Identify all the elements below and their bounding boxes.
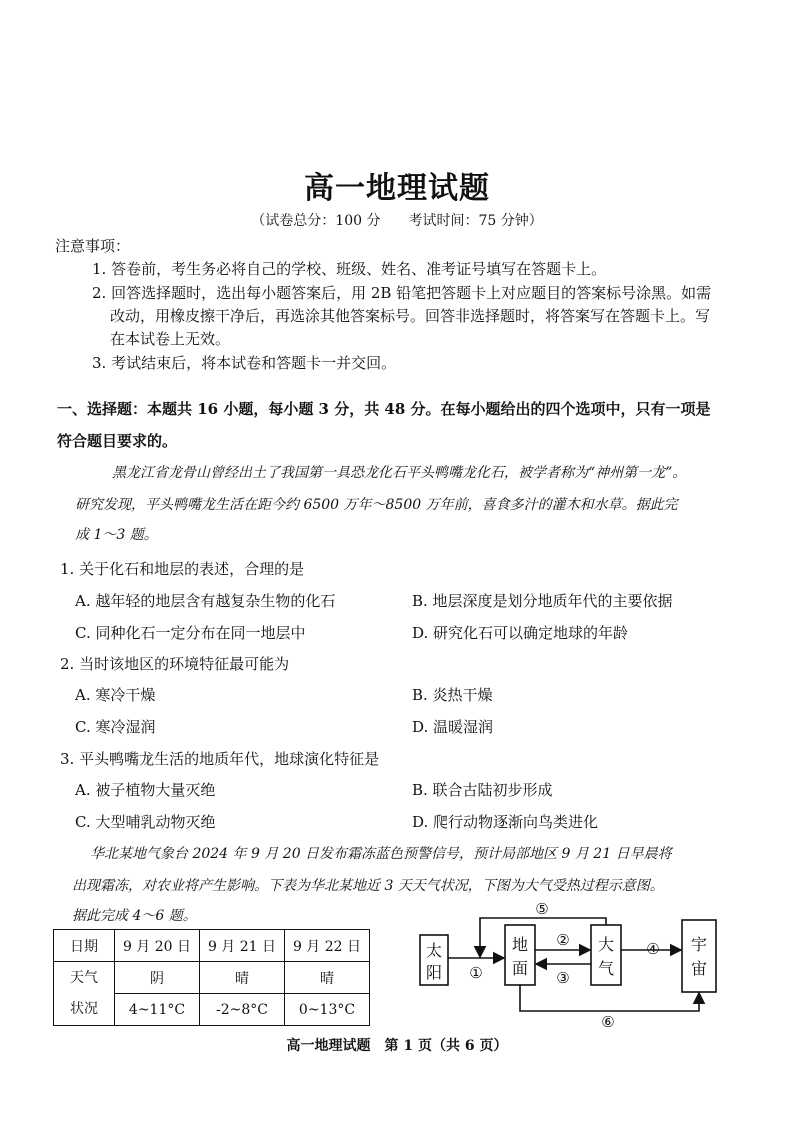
ground-label-1: 地 [511, 935, 529, 954]
sun-label-2: 阳 [425, 963, 443, 982]
table-header-weather-2: 状况 [70, 1000, 98, 1017]
passage1-line-2: 研究发现，平头鸭嘴龙生活在距今约 6500 万年～8500 万年前，喜食多汁的灌木和水草。据此完 [75, 497, 678, 513]
passage2-line-2: 出现霜冻，对农业将产生影响。下表为华北某地近 3 天天气状况，下图为大气受热过程示意图。 [72, 878, 664, 894]
question-1-option-d[interactable]: D. 研究化石可以确定地球的年龄 [412, 624, 629, 642]
section-heading: 一、选择题：本题共 16 小题，每小题 3 分，共 48 分。在每小题给出的四个选项中，只有一项是 [57, 400, 711, 418]
notes-heading: 注意事项： [55, 237, 131, 255]
notes-item-1: 1. 答卷前，考生务必将自己的学校、班级、姓名、准考证号填写在答题卡上。 [92, 260, 607, 278]
table-header-weather [54, 962, 115, 1026]
marker-2: ② [556, 931, 570, 949]
question-2-option-d[interactable]: D. 温暖湿润 [412, 718, 494, 736]
marker-3: ③ [556, 969, 570, 987]
passage1-line-3: 成 1～3 题。 [75, 527, 158, 543]
table-cell-temp: 0~13°C [285, 994, 370, 1026]
question-3-option-a[interactable]: A. 被子植物大量灭绝 [75, 781, 216, 799]
question-1-option-c[interactable]: C. 同种化石一定分布在同一地层中 [75, 624, 306, 642]
page-footer: 高一地理试题 第 1 页（共 6 页） [286, 1038, 508, 1054]
marker-5: ⑤ [535, 900, 549, 918]
question-2-option-a[interactable]: A. 寒冷干燥 [75, 686, 156, 704]
heating-process-diagram [410, 898, 730, 1028]
space-box [682, 920, 716, 992]
ground-label-2: 面 [511, 959, 529, 978]
exam-subtitle: （试卷总分：100 分 考试时间：75 分钟） [251, 213, 543, 229]
table-cell-date: 9 月 20 日 [115, 930, 200, 962]
notes-item-2-cont2: 在本试卷上无效。 [110, 330, 231, 348]
notes-item-2: 2. 回答选择题时，选出每小题答案后，用 2B 铅笔把答题卡上对应题目的答案标号涂黑。如需 [92, 284, 712, 302]
notes-item-3: 3. 考试结束后，将本试卷和答题卡一并交回。 [92, 354, 397, 372]
question-2-option-b[interactable]: B. 炎热干燥 [412, 686, 493, 704]
question-3-option-b[interactable]: B. 联合古陆初步形成 [412, 781, 553, 799]
table-cell-temp: -2~8°C [200, 994, 285, 1026]
atmosphere-label-1: 大 [597, 935, 615, 954]
passage1-line-1: 黑龙江省龙骨山曾经出土了我国第一具恐龙化石平头鸭嘴龙化石，被学者称为“神州第一龙”。 [112, 465, 687, 481]
table-header-date: 日期 [54, 930, 115, 962]
question-1-option-b[interactable]: B. 地层深度是划分地质年代的主要依据 [412, 592, 673, 610]
question-1-stem: 1. 关于化石和地层的表述，合理的是 [60, 560, 305, 578]
question-3-option-c[interactable]: C. 大型哺乳动物灭绝 [75, 813, 216, 831]
question-2-option-c[interactable]: C. 寒冷湿润 [75, 718, 156, 736]
table-row [54, 962, 370, 994]
table-cell-condition: 阴 [115, 962, 200, 994]
table-cell-condition: 晴 [200, 962, 285, 994]
question-3-stem: 3. 平头鸭嘴龙生活的地质年代，地球演化特征是 [60, 750, 380, 768]
notes-item-2-cont: 改动，用橡皮擦干净后，再选涂其他答案标号。回答非选择题时，将答案写在答题卡上。写 [110, 307, 711, 325]
section-heading-cont: 符合题目要求的。 [57, 432, 178, 450]
table-cell-date: 9 月 22 日 [285, 930, 370, 962]
space-label-2: 宙 [690, 959, 708, 978]
arrow-6 [520, 985, 699, 1011]
question-1-option-a[interactable]: A. 越年轻的地层含有越复杂生物的化石 [75, 592, 336, 610]
passage2-line-1: 华北某地气象台 2024 年 9 月 20 日发布霜冻蓝色预警信号，预计局部地区 9 月 21 日早晨将 [90, 846, 672, 862]
marker-4: ④ [646, 940, 660, 958]
table-cell-date: 9 月 21 日 [200, 930, 285, 962]
table-cell-temp: 4~11°C [115, 994, 200, 1026]
table-row [54, 930, 370, 962]
arrow-5 [480, 918, 606, 957]
question-3-option-d[interactable]: D. 爬行动物逐渐向鸟类进化 [412, 813, 599, 831]
table-header-weather-1: 天气 [70, 969, 98, 986]
question-2-stem: 2. 当时该地区的环境特征最可能为 [60, 655, 290, 673]
exam-title: 高一地理试题 [304, 171, 490, 206]
weather-table [53, 929, 370, 1026]
marker-1: ① [469, 964, 483, 982]
table-cell-condition: 晴 [285, 962, 370, 994]
passage2-line-3: 据此完成 4～6 题。 [72, 908, 197, 924]
sun-label-1: 太 [425, 941, 443, 960]
atmosphere-label-2: 气 [597, 959, 615, 978]
marker-6: ⑥ [601, 1013, 615, 1028]
space-label-1: 宇 [690, 935, 708, 954]
